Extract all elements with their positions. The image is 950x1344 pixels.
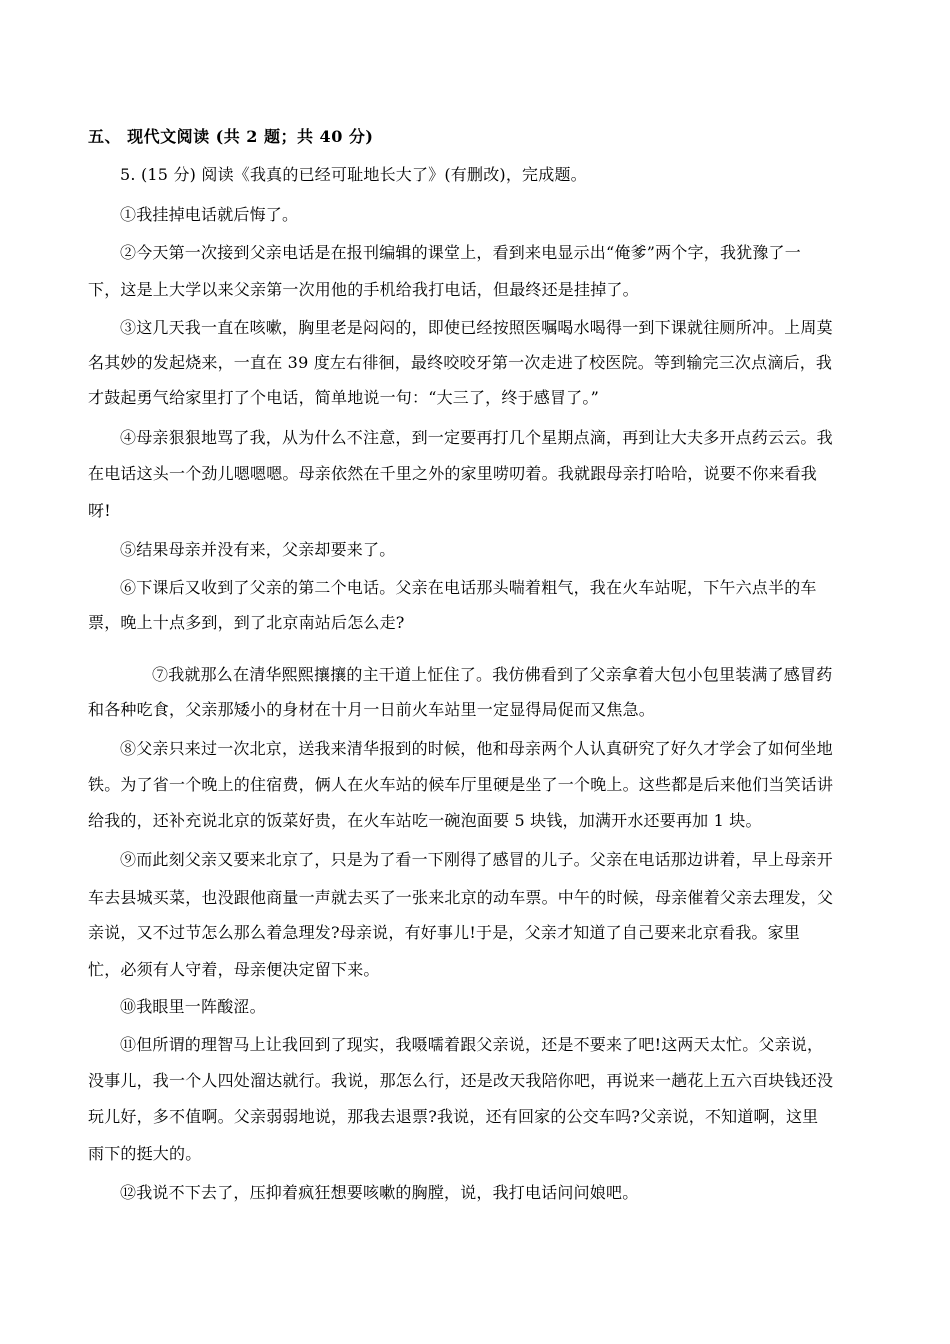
paragraph-11-line-3: 玩儿好，多不值啊。父亲弱弱地说，那我去退票?我说，还有回家的公交车吗?父亲说，不知道啊，这里	[88, 1107, 819, 1126]
paragraph-3-line-3: 才鼓起勇气给家里打了个电话，简单地说一句：“大三了，终于感冒了。”	[88, 388, 599, 407]
paragraph-9-line-2: 车去县城买菜，也没跟他商量一声就去买了一张来北京的动车票。中午的时候，母亲催着父亲去理发，父	[88, 888, 834, 907]
paragraph-8-line-3: 给我的，还补充说北京的饭菜好贵，在火车站吃一碗泡面要 5 块钱，加满开水还要再加 1 块。	[88, 811, 762, 830]
question-header: 5. (15 分) 阅读《我真的已经可耻地长大了》(有删改)，完成题。	[120, 165, 587, 184]
paragraph-8-line-2: 铁。为了省一个晚上的住宿费，俩人在火车站的候车厅里硬是坐了一个晚上。这些都是后来他们当笑话讲	[88, 775, 834, 794]
paragraph-9-line-4: 忙，必须有人守着，母亲便决定留下来。	[88, 960, 380, 979]
paragraph-12-line-1: ⑫我说不下去了，压抑着疯狂想要咳嗽的胸膛，说，我打电话问问娘吧。	[120, 1183, 639, 1202]
paragraph-5-line-1: ⑤结果母亲并没有来，父亲却要来了。	[120, 540, 396, 559]
paragraph-9-line-3: 亲说，又不过节怎么那么着急理发?母亲说，有好事儿!于是，父亲才知道了自己要来北京看我。家里	[88, 923, 801, 942]
section-title: 五、 现代文阅读 (共 2 题；共 40 分)	[88, 127, 374, 146]
paragraph-4-line-2: 在电话这头一个劲儿嗯嗯嗯。母亲依然在千里之外的家里唠叨着。我就跟母亲打哈哈，说要不你来看我	[88, 464, 818, 483]
paragraph-4-line-3: 呀!	[88, 501, 111, 520]
paragraph-2-line-1: ②今天第一次接到父亲电话是在报刊编辑的课堂上，看到来电显示出“俺爹”两个字，我犹豫了一	[120, 243, 801, 262]
paragraph-7-line-2: 和各种吃食，父亲那矮小的身材在十月一日前火车站里一定显得局促而又焦急。	[88, 700, 656, 719]
paragraph-11-line-2: 没事儿，我一个人四处溜达就行。我说，那怎么行，还是改天我陪你吧，再说来一趟花上五六百块钱还没	[88, 1071, 834, 1090]
paragraph-6-line-2: 票，晚上十点多到，到了北京南站后怎么走?	[88, 613, 405, 632]
paragraph-11-line-4: 雨下的挺大的。	[88, 1144, 202, 1163]
paragraph-4-line-1: ④母亲狠狠地骂了我，从为什么不注意，到一定要再打几个星期点滴，再到让大夫多开点药云云。我	[120, 428, 833, 447]
paragraph-1-line-1: ①我挂掉电话就后悔了。	[120, 205, 299, 224]
paragraph-3-line-2: 名其妙的发起烧来，一直在 39 度左右徘徊，最终咬咬牙第一次走进了校医院。等到输完三次点滴后，我	[88, 353, 833, 372]
paragraph-9-line-1: ⑨而此刻父亲又要来北京了，只是为了看一下刚得了感冒的儿子。父亲在电话那边讲着，早上母亲开	[120, 850, 833, 869]
paragraph-7-line-1: ⑦我就那么在清华熙熙攘攘的主干道上怔住了。我仿佛看到了父亲拿着大包小包里装满了感冒药	[152, 665, 833, 684]
paragraph-10-line-1: ⑩我眼里一阵酸涩。	[120, 997, 266, 1016]
paragraph-2-line-2: 下，这是上大学以来父亲第一次用他的手机给我打电话，但最终还是挂掉了。	[88, 280, 639, 299]
paragraph-11-line-1: ⑪但所谓的理智马上让我回到了现实，我嗫嚅着跟父亲说，还是不要来了吧!这两天太忙。父亲说，	[120, 1035, 824, 1054]
paragraph-8-line-1: ⑧父亲只来过一次北京，送我来清华报到的时候，他和母亲两个人认真研究了好久才学会了如何坐地	[120, 739, 833, 758]
paragraph-6-line-1: ⑥下课后又收到了父亲的第二个电话。父亲在电话那头喘着粗气，我在火车站呢，下午六点半的车	[120, 578, 817, 597]
paragraph-3-line-1: ③这几天我一直在咳嗽，胸里老是闷闷的，即使已经按照医嘱喝水喝得一到下课就往厕所冲。上周莫	[120, 318, 833, 337]
